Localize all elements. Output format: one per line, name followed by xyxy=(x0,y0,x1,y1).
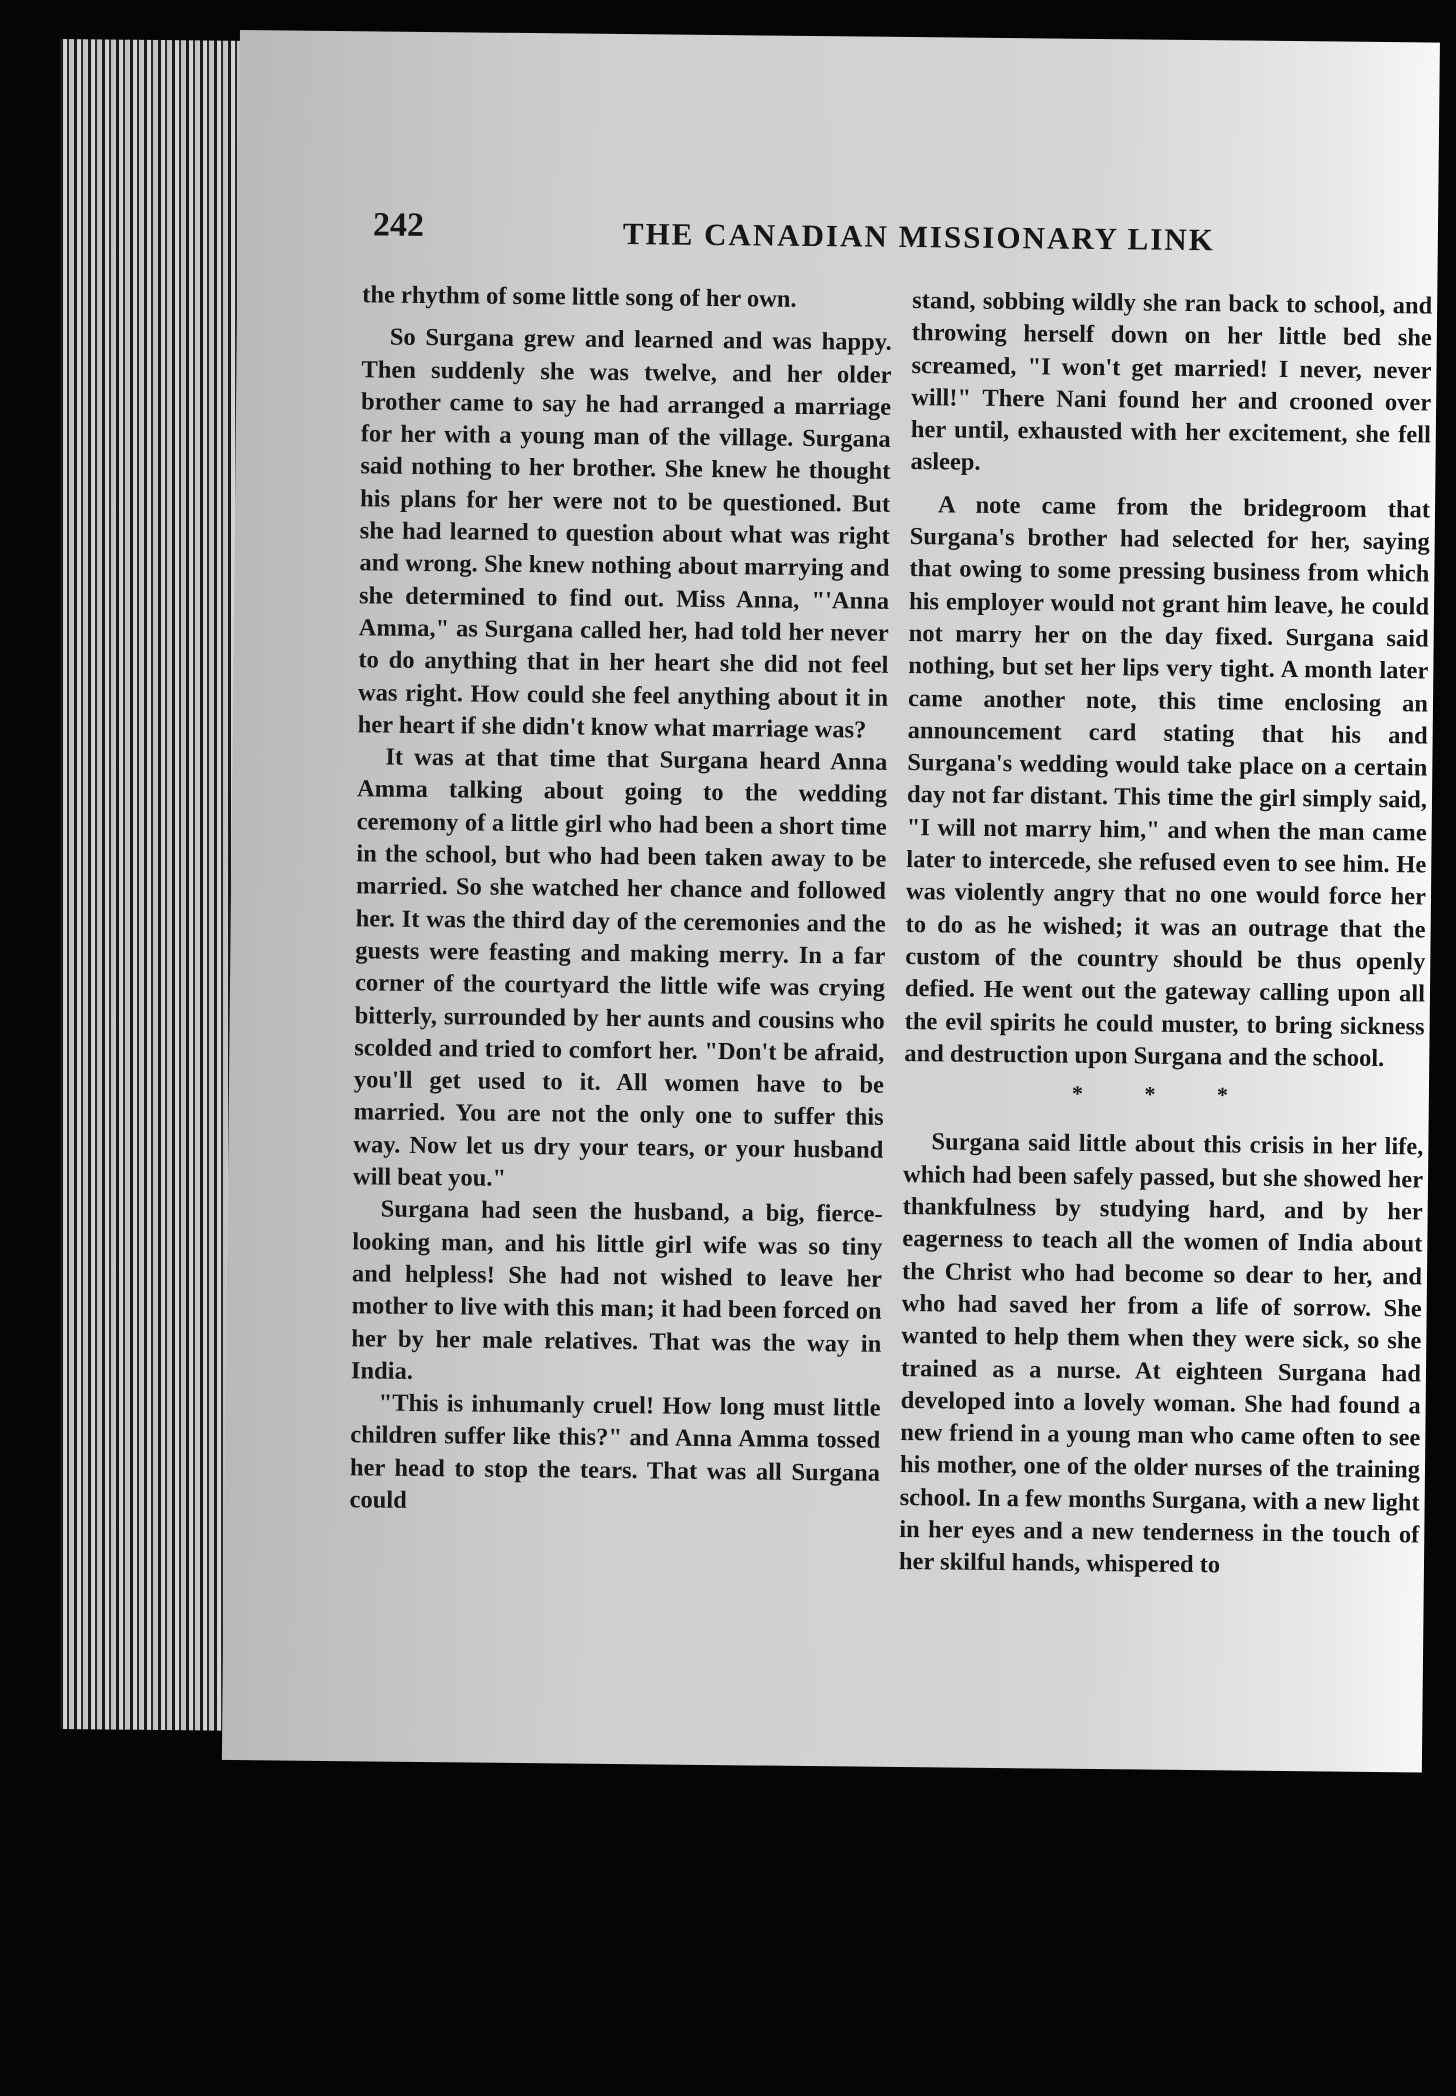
paragraph: It was at that time that Surgana heard Anna Amma talking about going to the wedding ceremony of a little girl who had been a short time in the school, but who had been taken away to be married. So she watched her chance and followed her. It was the third day of the ceremonies and the guests were feasting and making merry. In a far corner of the courtyard the little wife was crying bitterly, surrounded by her aunts and cousins who scolded and tried to comfort her. "Don't be afraid, you'll get used to it. All women have to be married. You are not the only one to suffer this way. Now let us dry your tears, or your husband will beat you." xyxy=(352,743,888,1192)
paragraph: So Surgana grew and learned and was happy. Then suddenly she was twelve, and her older brother came to say he had arranged a marriage for her with a young man of the village. Surgana said nothing to her brother. She knew he thought his plans for her were not to be questioned. But she had learned to question about what was right and wrong. She knew nothing about marrying and she determined to find out. Miss Anna, "'Anna Amma," as Surgana called her, had told her never to do anything that in her heart she did not feel was right. How could she feel anything about it in her heart if she didn't know what marriage was? xyxy=(357,323,892,744)
running-title: THE CANADIAN MISSIONARY LINK xyxy=(622,216,1216,258)
paragraph: stand, sobbing wildly she ran back to school, and throwing herself down on her little bed she screamed, "I won't get married! I never, never will!" There Nani found her and crooned over her until, exhausted with her excitement, she fell asleep. xyxy=(910,287,1433,477)
paragraph: "This is inhumanly cruel! How long must little children suffer like this?" and Anna Amma tossed her head to stop the tears. That was all Surgana could xyxy=(349,1389,881,1514)
page-header xyxy=(373,201,1424,272)
left-text-column xyxy=(349,279,892,1522)
section-divider: * * * xyxy=(1071,1080,1257,1108)
page-number: 242 xyxy=(372,206,425,244)
book-page xyxy=(222,30,1440,1772)
paragraph: Surgana had seen the husband, a big, fierce-looking man, and his little girl wife was so tiny and helpless! She had not wished to leave her mother to live with this man; it had been forced on her by her male relatives. That was the way in India. xyxy=(350,1195,883,1385)
paragraph: A note came from the bridegroom that Surgana's brother had selected for her, saying that owing to some pressing business from which his employer would not grant him leave, he could not marry her on the day fixed. Surgana said nothing, but set her lips very tight. A month later came another note, this time enclosing an announcement card stating that his and Surgana's wedding would take place on a certain day not far distant. This time the girl simply said, "I will not marry him," and when the man came later to intercede, she refused even to see him. He was violently angry that no one would force her to do as he wished; it was an outrage that the custom of the country should be thus openly defied. He went out the gateway calling upon all the evil spirits he could muster, to bring sickness and destruction upon Surgana and the school. xyxy=(904,491,1431,1072)
right-text-column xyxy=(899,285,1433,1584)
paragraph: Surgana said little about this crisis in her life, which had been safely passed, but she showed her thankfulness by studying hard, and by her eagerness to teach all the women of India about the Christ who had become so dear to her, and who had saved her from a life of sorrow. She wanted to help them when they were sick, so she trained as a nurse. At eighteen Surgana had developed into a lovely woman. She had found a new friend in a young man who came often to see his mother, one of the older nurses of the training school. In a few months Surgana, with a new light in her eyes and a new tenderness in the touch of her skilful hands, whispered to xyxy=(898,1128,1424,1579)
paragraph: the rhythm of some little song of her own. xyxy=(362,281,797,313)
